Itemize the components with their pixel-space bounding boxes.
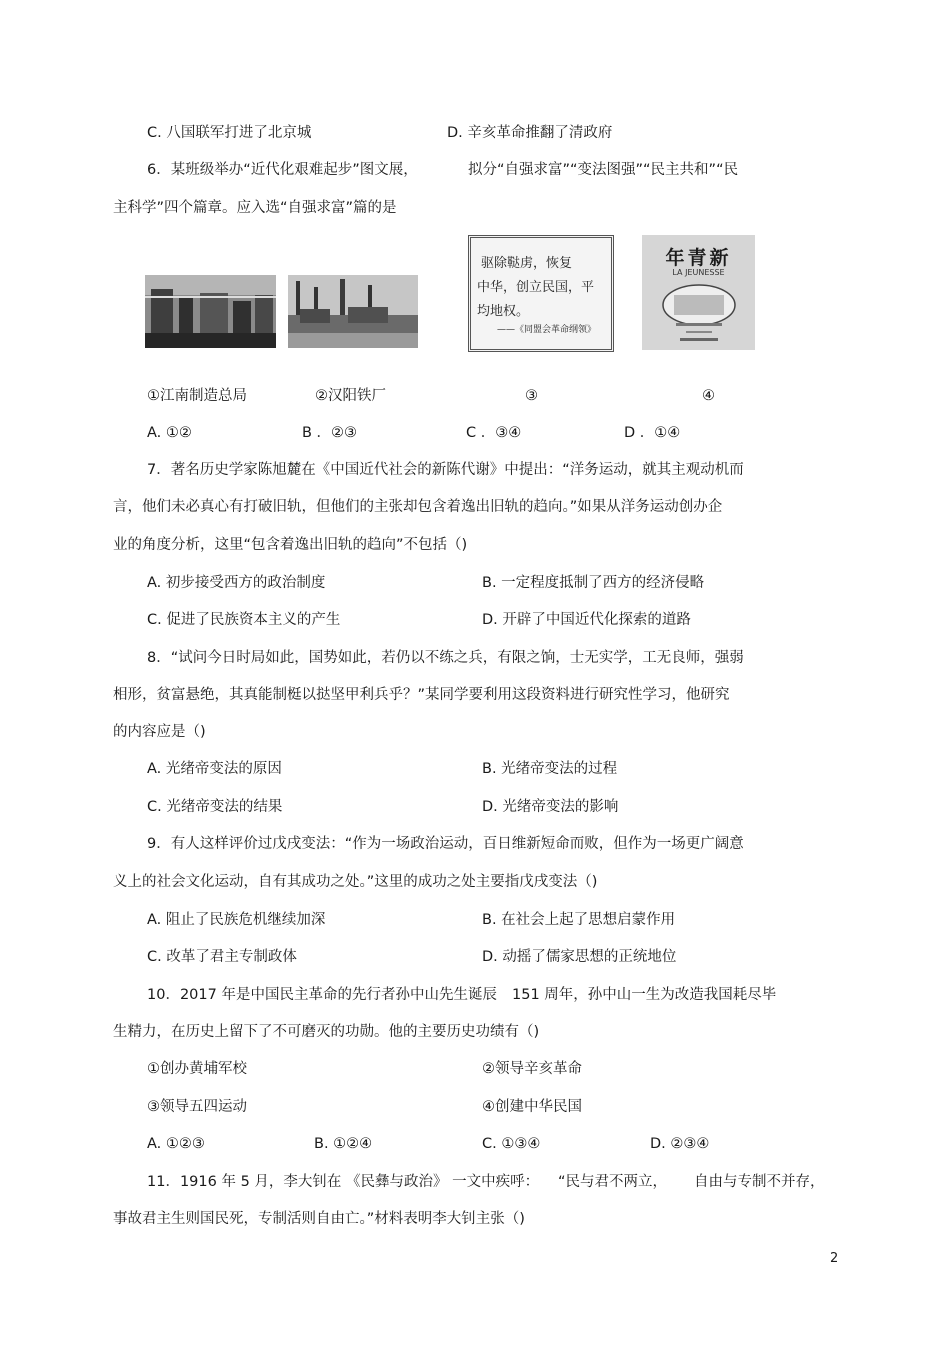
new-youth-magazine-cover (642, 235, 755, 350)
q9-option-c: C. 改革了君主专制政体 (147, 949, 297, 965)
poster-line-3: 均地权。 (477, 304, 530, 319)
q6-option-d: D ．①④ (624, 425, 681, 441)
magazine-title: 年青新 (665, 247, 732, 269)
q6-option-c: C ．③④ (466, 425, 522, 441)
q5-option-c: C. 八国联军打进了北京城 (147, 125, 312, 141)
q6-stem: 6．某班级举办“近代化艰难起步”图文展， (147, 162, 418, 178)
q10-item-1: ①创办黄埔军校 (147, 1061, 247, 1077)
q5-option-d: D. 辛亥革命推翻了清政府 (447, 125, 613, 141)
jiangnan-arsenal-photo (145, 275, 276, 348)
q7-option-d: D. 开辟了中国近代化探索的道路 (482, 612, 691, 628)
magazine-subtitle: LA JEUNESSE (672, 268, 725, 277)
q10-item-2: ②领导辛亥革命 (482, 1061, 582, 1077)
q10-option-a: A. ①②③ (147, 1136, 205, 1152)
q10-option-b: B. ①②④ (314, 1136, 373, 1152)
q11-stem-quote-1: “民与君不两立， (558, 1174, 668, 1190)
q7-stem-line2: 言，他们未必真心有打破旧轨，但他们的主张却包含着逸出旧轨的趋向。”如果从洋务运动创办企 (113, 499, 723, 515)
q11-stem-quote-2: 自由与专制不并存， (694, 1174, 825, 1190)
q9-stem-line1: 9．有人这样评价过戊戌变法：“作为一场政治运动，百日维新短命而败，但作为一场更广阔意 (147, 836, 744, 852)
q10-item-4: ④创建中华民国 (482, 1099, 582, 1115)
q11-stem-line1: 11．1916 年 5 月，李大钊在 《民彝与政治》 一文中疾呼： (147, 1174, 540, 1190)
magazine-portrait-frame (656, 283, 742, 345)
q6-caption-1: ①江南制造总局 (147, 388, 247, 404)
q7-stem-line1: 7．著名历史学家陈旭麓在《中国近代社会的新陈代谢》中提出：“洋务运动，就其主观动机而 (147, 462, 744, 478)
q10-option-d: D. ②③④ (650, 1136, 710, 1152)
tongmenghui-program-poster (468, 235, 614, 352)
q7-option-a: A. 初步接受西方的政治制度 (147, 575, 326, 591)
q6-stem-cont: 拟分“自强求富”“变法图强”“民主共和”“民 (468, 162, 739, 178)
q8-stem-line1: 8．“试问今日时局如此，国势如此，若仍以不练之兵，有限之饷，士无实学，工无良师，强弱 (147, 650, 744, 666)
q6-option-a: A. ①② (147, 425, 192, 441)
q9-option-b: B. 在社会上起了思想启蒙作用 (482, 912, 676, 928)
q7-stem-line3: 业的角度分析，这里“包含着逸出旧轨的趋向”不包括（) (113, 537, 468, 553)
q6-caption-3: ③ (525, 388, 538, 404)
q7-option-b: B. 一定程度抵制了西方的经济侵略 (482, 575, 705, 591)
q10-stem-line2: 生精力，在历史上留下了不可磨灭的功勋。他的主要历史功绩有（) (113, 1024, 540, 1040)
q8-option-a: A. 光绪帝变法的原因 (147, 761, 282, 777)
page-number: 2 (830, 1251, 839, 1266)
hanyang-ironworks-photo (288, 275, 418, 348)
q7-option-c: C. 促进了民族资本主义的产生 (147, 612, 341, 628)
q8-option-d: D. 光绪帝变法的影响 (482, 799, 619, 815)
q6-stem-line2: 主科学”四个篇章。应入选“自强求富”篇的是 (113, 200, 397, 216)
poster-line-1: 驱除鞑虏，恢复 (481, 256, 573, 271)
q8-stem-line2: 相形，贫富悬绝，其真能制梃以挞坚甲利兵乎？”某同学要利用这段资料进行研究性学习，他研究 (113, 687, 730, 703)
q8-option-c: C. 光绪帝变法的结果 (147, 799, 283, 815)
q6-option-b: B ．②③ (302, 425, 358, 441)
q10-stem-line1-cont: 151 周年，孙中山一生为改造我国耗尽毕 (512, 987, 777, 1003)
q6-caption-2: ②汉阳铁厂 (315, 388, 386, 404)
q9-stem-line2: 义上的社会文化运动，自有其成功之处。”这里的成功之处主要指戊戌变法（) (113, 874, 598, 890)
q9-option-a: A. 阻止了民族危机继续加深 (147, 912, 326, 928)
q11-stem-line2: 事故君主生则国民死，专制活则自由亡。”材料表明李大钊主张（) (113, 1211, 525, 1227)
q9-option-d: D. 动摇了儒家思想的正统地位 (482, 949, 677, 965)
q8-stem-line3: 的内容应是（) (113, 724, 206, 740)
q10-item-3: ③领导五四运动 (147, 1099, 247, 1115)
q10-stem-line1: 10．2017 年是中国民主革命的先行者孙中山先生诞辰 (147, 987, 497, 1003)
q10-option-c: C. ①③④ (482, 1136, 541, 1152)
q6-caption-4: ④ (702, 388, 715, 404)
poster-line-2: 中华，创立民国，平 (477, 280, 595, 295)
q8-option-b: B. 光绪帝变法的过程 (482, 761, 618, 777)
poster-line-4: ——《同盟会革命纲领》 (497, 325, 597, 335)
